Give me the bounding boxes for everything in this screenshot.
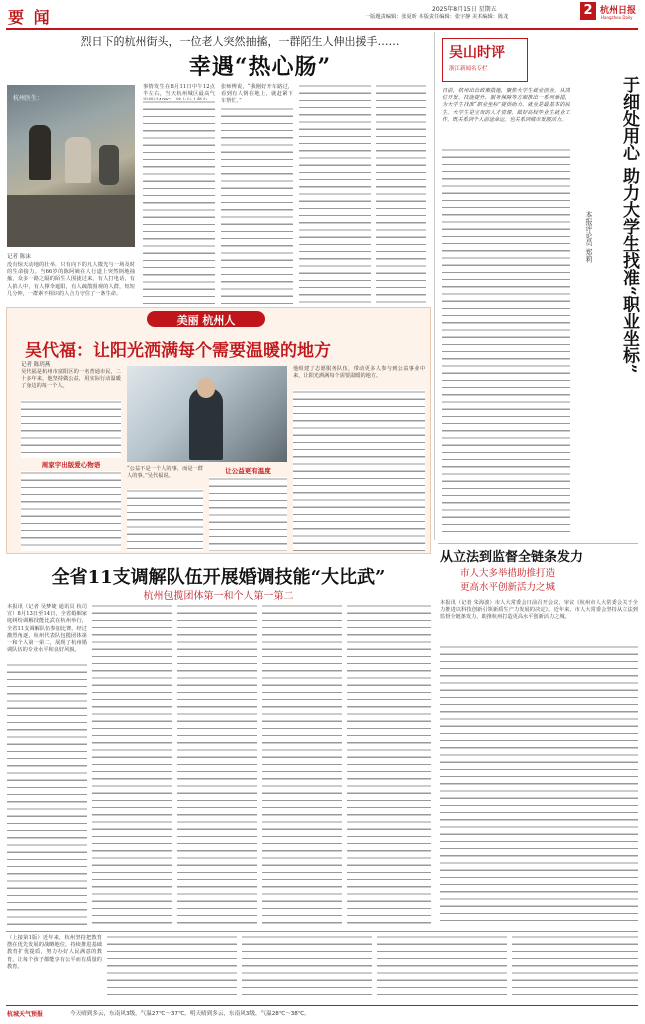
column-subtitle: 浙江新闻名专栏 [449, 66, 488, 72]
marriage-col2-text [92, 604, 172, 927]
weather-label: 杭城天气预报 [7, 1011, 44, 1018]
chain-top-rule [438, 543, 638, 544]
marriage-subhead: 杭州包揽团体第一和个人第一第二 [143, 591, 294, 602]
bottom-col5-text [512, 935, 638, 1000]
feature-subhead-2: 让公益更有温度 [225, 467, 271, 475]
photo-caption-overlay: 杭州医生： [13, 95, 44, 102]
lead-para-1: 没有惊天动地的壮举，只有向下的凡人微光与一场及时的生命接力。当66岁的陈阿姨在人行道上突然倒地抽搐，众多一路之隔的陌生人围拢过来，有人打电话，有人掐人中，有人撑伞遮阳，有人疏散围观的人群，短短几分钟，一群素不相识的人合力守住了一条生命。 [7, 262, 135, 297]
feature-subhead-1: 周家宇出版爱心物语 [41, 461, 101, 469]
feature-para-2: “公益不是一个人的事，而是一群人的事。”吴代福说。 [127, 466, 203, 480]
photo-figure-3 [99, 145, 119, 185]
photo-figure-1 [29, 125, 51, 180]
bottom-rule [6, 931, 638, 932]
commentary-column [440, 36, 640, 540]
lead-kicker: 烈日下的杭州街头，一位老人突然抽搐，一群陌生人伸出援手…… [80, 35, 400, 48]
feature-col4-text [293, 390, 425, 551]
header-rule [6, 28, 638, 30]
section-label: 要 闻 [8, 8, 52, 27]
lead-para-2: 事情发生在8月11日中午12点半左右，当天杭州城区最高气 [143, 84, 215, 98]
page-header [0, 0, 644, 30]
lead-photo [7, 85, 135, 247]
marriage-headline: 全省11支调解队伍开展婚调技能“大比武” [51, 567, 386, 588]
column-author: 本报评论员 郑莉 [585, 211, 593, 263]
feature-para-3: 他组建了志愿服务队伍，带动更多人参与到公益事业中来，让阳光洒满每个需要温暖的地方。 [293, 366, 425, 380]
marriage-col4-text [262, 604, 342, 927]
lead-column-text-a [143, 100, 215, 305]
editors-line: 一版题责编辑：张夏昕 本版责任编辑：张宇静 美术编辑：陈龙 [365, 14, 509, 20]
feature-col3-text [209, 477, 287, 551]
feature-col1-text [21, 400, 121, 458]
chain-headline: 从立法到监督全链条发力 [440, 550, 584, 565]
bottom-story-text: （上接第1版）近年来，杭州坚持把教育摆在优先发展的战略地位，持续推进基础教育扩优提质，努力办好人民满意的教育，让每个孩子都能享有公平而有质量的教育。 [7, 935, 102, 970]
feature-photo-face [197, 378, 215, 398]
feature-photo-person [189, 388, 223, 460]
lead-column-text-c [299, 84, 371, 305]
column-headline: 于细处用心 助力大学生找准“职业坐标” [619, 76, 639, 374]
chain-subhead-2: 更高水平创新活力之城 [460, 582, 556, 593]
marriage-text: 本报讯（记者 吴梦婕 通讯员 杭司宣）8月13日至14日，全省婚姻家庭纠纷调解技能比武在杭州举行，全省11支调解队伍参加比赛。经过激烈角逐，杭州代表队包揽团体第一和个人第一第二，展现了杭州婚调队伍的专业水平和良好风貌。 [7, 604, 87, 654]
lead-para-3: 张师傅说，“我刚好开车路过，看到有人倒在地上，就赶紧下车帮忙。” [221, 84, 293, 105]
bottom-col4-text [377, 935, 507, 1000]
lead-column-text-b [221, 107, 293, 305]
marriage-col3-text [177, 604, 257, 927]
lead-byline: 记者 陈沫 [7, 254, 31, 260]
column-text-intro: 日前，杭州出台政策措施，聚焦大学生就业创业，从岗位开发、技能提升、服务保障等方面推出一系列举措，为大学生找准“职业坐标”提供助力。就业是最基本的民生。大学生是宝贵的人才资源，做好高校毕业生就业工作，既关系到个人前途命运，也关系到城市发展活力。 [442, 88, 570, 123]
marriage-col5-text [347, 604, 431, 927]
marriage-col1-text [7, 663, 87, 927]
footer-rule [6, 1005, 638, 1006]
feature-photo [127, 366, 287, 462]
lead-column-text-d [376, 84, 426, 305]
column-label: 吴山时评 [449, 45, 505, 61]
photo-ground [7, 195, 135, 247]
lead-headline: 幸遇“热心肠” [188, 54, 332, 80]
page-number-badge: 2 [580, 2, 596, 20]
chain-col-text [440, 645, 638, 927]
feature-box [6, 307, 431, 554]
feature-byline: 记者 陈玥燕 [21, 362, 51, 368]
feature-banner-label: 美丽 杭州人 [176, 314, 236, 327]
feature-col1-text-b [21, 471, 121, 551]
paper-logo-en: Hangzhou Daily [601, 15, 633, 20]
feature-para-1: 吴代福是杭州市富阳区的一名普通市民，二十多年来，他坚持做公益，用实际行动温暖了身边的每一个人。 [21, 369, 121, 390]
feature-col2-text [127, 489, 203, 551]
paper-logo: 杭州日报 [600, 6, 637, 16]
bottom-col2-text [107, 935, 237, 1000]
chain-text: 本报讯（记者 朱海波）市人大常委会日前召开会议，审议《杭州市人大常委会关于全力推进以科技创新引领新质生产力发展的决定》。近年来，市人大常委会坚持从立法到监督全链条发力，助推杭州打造更高水平创新活力之城。 [440, 600, 638, 621]
date-line: 2025年8月15日 星期五 [432, 6, 497, 13]
column-divider [434, 32, 435, 540]
chain-subhead-1: 市人大多举措助推打造 [460, 568, 556, 579]
bottom-col3-text [242, 935, 372, 1000]
photo-figure-2 [65, 137, 91, 183]
feature-headline: 吴代福：让阳光洒满每个需要温暖的地方 [25, 341, 331, 361]
column-label-box [442, 38, 528, 82]
feature-banner [147, 311, 265, 327]
weather-text: 今天晴到多云，东南风3级，气温27℃～37℃。明天晴到多云，东南风3级，气温28℃～38℃。 [70, 1011, 310, 1017]
column-text-body [442, 148, 570, 536]
